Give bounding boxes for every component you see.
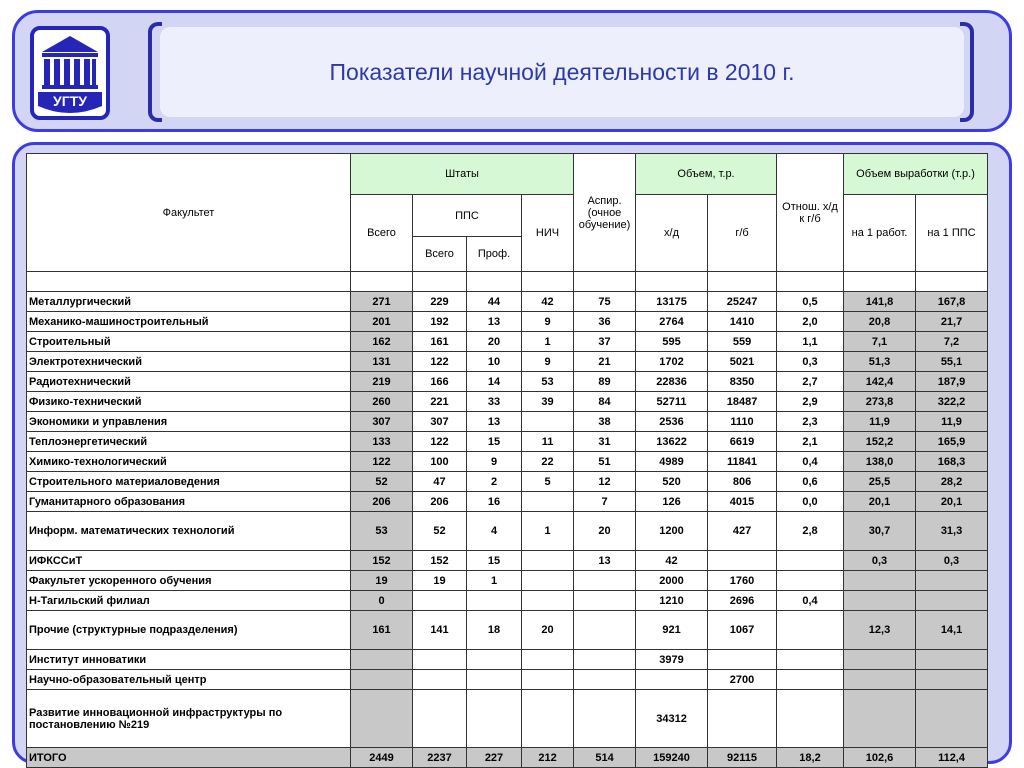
- cell-faculty: Радиотехнический: [27, 372, 351, 392]
- cell-faculty: Информ. математических технологий: [27, 512, 351, 551]
- cell-pps-vsego: 161: [413, 332, 467, 352]
- science-activity-table: [26, 153, 988, 768]
- cell-otnosh: [777, 670, 844, 690]
- cell-vsego: 2449: [351, 748, 413, 768]
- cell-per-worker: 51,3: [844, 352, 916, 372]
- cell-nich: 22: [522, 452, 574, 472]
- cell-per-pps: [916, 650, 988, 670]
- table-row: [27, 571, 988, 591]
- cell-faculty: Институт инноватики: [27, 650, 351, 670]
- cell-pps-prof: [467, 591, 522, 611]
- cell-per-worker: 152,2: [844, 432, 916, 452]
- cell-faculty: Физико-технический: [27, 392, 351, 412]
- cell-vsego: 53: [351, 512, 413, 551]
- cell-pps-prof: 15: [467, 551, 522, 571]
- header-pps-prof: Проф.: [467, 237, 522, 272]
- cell-aspir: [574, 611, 636, 650]
- cell-gb: 25247: [708, 292, 777, 312]
- header-pps: ППС: [413, 195, 522, 237]
- cell-aspir: [574, 591, 636, 611]
- cell-faculty: ИФКССиТ: [27, 551, 351, 571]
- cell-pps-vsego: 141: [413, 611, 467, 650]
- cell-per-worker: 0,3: [844, 551, 916, 571]
- cell-pps-prof: 9: [467, 452, 522, 472]
- cell-nich: [522, 551, 574, 571]
- cell-faculty: Научно-образовательный центр: [27, 670, 351, 690]
- cell-hd: 921: [636, 611, 708, 650]
- header-pps-vsego: Всего: [413, 237, 467, 272]
- cell-otnosh: 2,0: [777, 312, 844, 332]
- cell-aspir: 12: [574, 472, 636, 492]
- cell-per-worker: 7,1: [844, 332, 916, 352]
- cell-otnosh: [777, 571, 844, 591]
- cell-per-pps: 167,8: [916, 292, 988, 312]
- cell-aspir: 51: [574, 452, 636, 472]
- cell-otnosh: 0,0: [777, 492, 844, 512]
- cell-per-pps: 165,9: [916, 432, 988, 452]
- cell-pps-prof: 15: [467, 432, 522, 452]
- header-vyrabotka: Объем выработки (т.р.): [844, 154, 988, 195]
- cell-per-worker: [844, 571, 916, 591]
- cell-gb: 1410: [708, 312, 777, 332]
- header-nich: НИЧ: [522, 195, 574, 272]
- cell-otnosh: [777, 650, 844, 670]
- cell-pps-vsego: 152: [413, 551, 467, 571]
- cell-per-pps: 14,1: [916, 611, 988, 650]
- cell-per-pps: 168,3: [916, 452, 988, 472]
- cell-nich: [522, 690, 574, 748]
- cell-pps-vsego: 221: [413, 392, 467, 412]
- header-gb: г/б: [708, 195, 777, 272]
- cell-pps-vsego: [413, 591, 467, 611]
- cell-hd: 4989: [636, 452, 708, 472]
- cell-pps-vsego: 47: [413, 472, 467, 492]
- cell-pps-vsego: 192: [413, 312, 467, 332]
- cell-pps-prof: 1: [467, 571, 522, 591]
- cell-pps-vsego: [413, 670, 467, 690]
- cell-pps-prof: 13: [467, 412, 522, 432]
- cell-pps-prof: [467, 670, 522, 690]
- cell-vsego: 152: [351, 551, 413, 571]
- cell-per-worker: [844, 690, 916, 748]
- table-row: [27, 551, 988, 571]
- cell-aspir: 514: [574, 748, 636, 768]
- page-title: Показатели научной деятельности в 2010 г.: [329, 58, 795, 85]
- cell-per-worker: 102,6: [844, 748, 916, 768]
- cell-hd: 52711: [636, 392, 708, 412]
- cell-aspir: [574, 571, 636, 591]
- cell-nich: 42: [522, 292, 574, 312]
- cell-faculty: Теплоэнергетический: [27, 432, 351, 452]
- cell-pps-vsego: 206: [413, 492, 467, 512]
- cell-nich: [522, 412, 574, 432]
- cell-pps-prof: 44: [467, 292, 522, 312]
- table-row: [27, 670, 988, 690]
- cell-faculty: ИТОГО: [27, 748, 351, 768]
- cell-hd: 13175: [636, 292, 708, 312]
- cell-otnosh: 0,5: [777, 292, 844, 312]
- cell-aspir: 37: [574, 332, 636, 352]
- cell-pps-prof: 16: [467, 492, 522, 512]
- cell-hd: 2764: [636, 312, 708, 332]
- header-obem: Объем, т.р.: [636, 154, 777, 195]
- cell-nich: 39: [522, 392, 574, 412]
- cell-otnosh: [777, 611, 844, 650]
- cell-otnosh: 0,4: [777, 452, 844, 472]
- cell-aspir: 31: [574, 432, 636, 452]
- cell-per-worker: [844, 670, 916, 690]
- cell-per-pps: [916, 690, 988, 748]
- cell-per-pps: 21,7: [916, 312, 988, 332]
- cell-hd: 3979: [636, 650, 708, 670]
- cell-hd: 595: [636, 332, 708, 352]
- cell-per-pps: 0,3: [916, 551, 988, 571]
- cell-pps-vsego: 229: [413, 292, 467, 312]
- cell-gb: [708, 650, 777, 670]
- cell-aspir: 84: [574, 392, 636, 412]
- cell-faculty: Металлургический: [27, 292, 351, 312]
- cell-hd: 520: [636, 472, 708, 492]
- cell-vsego: 201: [351, 312, 413, 332]
- cell-faculty: Факультет ускоренного обучения: [27, 571, 351, 591]
- cell-faculty: Химико-технологический: [27, 452, 351, 472]
- table-row: [27, 690, 988, 748]
- cell-vsego: [351, 690, 413, 748]
- cell-gb: 1110: [708, 412, 777, 432]
- cell-gb: 559: [708, 332, 777, 352]
- cell-per-worker: 20,1: [844, 492, 916, 512]
- cell-pps-prof: [467, 690, 522, 748]
- table-body: [27, 272, 988, 768]
- cell-vsego: 19: [351, 571, 413, 591]
- header-shtaty: Штаты: [351, 154, 574, 195]
- cell-gb: 18487: [708, 392, 777, 412]
- cell-faculty: Механико-машиностроительный: [27, 312, 351, 332]
- cell-pps-vsego: [413, 690, 467, 748]
- cell-per-pps: 20,1: [916, 492, 988, 512]
- cell-per-worker: 141,8: [844, 292, 916, 312]
- cell-pps-vsego: [413, 650, 467, 670]
- table-row: [27, 611, 988, 650]
- cell-per-worker: 273,8: [844, 392, 916, 412]
- total-row: [27, 748, 988, 768]
- cell-nich: [522, 591, 574, 611]
- cell-otnosh: 2,3: [777, 412, 844, 432]
- cell-vsego: 260: [351, 392, 413, 412]
- header-vsego: Всего: [351, 195, 413, 272]
- cell-gb: 11841: [708, 452, 777, 472]
- table-row: [27, 452, 988, 472]
- cell-pps-prof: [467, 650, 522, 670]
- cell-gb: [708, 551, 777, 571]
- header-otnosh: Отнош. х/д к г/б: [777, 154, 844, 272]
- cell-gb: 427: [708, 512, 777, 551]
- table-row: [27, 292, 988, 312]
- cell-per-pps: 7,2: [916, 332, 988, 352]
- cell-pps-vsego: 19: [413, 571, 467, 591]
- cell-per-pps: 322,2: [916, 392, 988, 412]
- header-per-pps: на 1 ППС: [916, 195, 988, 272]
- cell-per-pps: 187,9: [916, 372, 988, 392]
- cell-per-worker: 142,4: [844, 372, 916, 392]
- cell-per-pps: 31,3: [916, 512, 988, 551]
- cell-faculty: Н-Тагильский филиал: [27, 591, 351, 611]
- cell-pps-prof: 10: [467, 352, 522, 372]
- cell-pps-prof: 13: [467, 312, 522, 332]
- header-per-worker: на 1 работ.: [844, 195, 916, 272]
- header-aspir: Аспир. (очное обучение): [574, 154, 636, 272]
- cell-hd: 1210: [636, 591, 708, 611]
- cell-pps-prof: 20: [467, 332, 522, 352]
- header-faculty: Факультет: [27, 154, 351, 272]
- cell-pps-prof: 2: [467, 472, 522, 492]
- cell-gb: [708, 690, 777, 748]
- cell-nich: [522, 670, 574, 690]
- logo-text: УГТУ: [53, 93, 87, 109]
- cell-hd: 34312: [636, 690, 708, 748]
- cell-per-worker: 11,9: [844, 412, 916, 432]
- cell-per-pps: [916, 670, 988, 690]
- cell-aspir: 89: [574, 372, 636, 392]
- table-row: [27, 372, 988, 392]
- cell-otnosh: 2,1: [777, 432, 844, 452]
- cell-pps-vsego: 52: [413, 512, 467, 551]
- cell-nich: [522, 571, 574, 591]
- cell-otnosh: 2,9: [777, 392, 844, 412]
- table-row: [27, 512, 988, 551]
- cell-aspir: [574, 670, 636, 690]
- cell-vsego: 271: [351, 292, 413, 312]
- cell-gb: 4015: [708, 492, 777, 512]
- cell-aspir: 20: [574, 512, 636, 551]
- cell-nich: [522, 492, 574, 512]
- cell-hd: 1702: [636, 352, 708, 372]
- cell-hd: 22836: [636, 372, 708, 392]
- table-row: [27, 591, 988, 611]
- cell-otnosh: 0,6: [777, 472, 844, 492]
- cell-vsego: [351, 650, 413, 670]
- cell-gb: 2700: [708, 670, 777, 690]
- cell-otnosh: 2,7: [777, 372, 844, 392]
- cell-nich: 9: [522, 352, 574, 372]
- cell-gb: 5021: [708, 352, 777, 372]
- cell-faculty: Строительный: [27, 332, 351, 352]
- cell-vsego: 0: [351, 591, 413, 611]
- cell-aspir: 75: [574, 292, 636, 312]
- cell-pps-vsego: 166: [413, 372, 467, 392]
- cell-nich: [522, 650, 574, 670]
- cell-gb: 1067: [708, 611, 777, 650]
- cell-nich: 1: [522, 512, 574, 551]
- table-row: [27, 432, 988, 452]
- table-row: [27, 352, 988, 372]
- cell-aspir: 21: [574, 352, 636, 372]
- cell-pps-prof: 18: [467, 611, 522, 650]
- table-row: [27, 332, 988, 352]
- cell-pps-prof: 14: [467, 372, 522, 392]
- cell-nich: 5: [522, 472, 574, 492]
- cell-per-pps: 112,4: [916, 748, 988, 768]
- cell-pps-prof: 4: [467, 512, 522, 551]
- cell-aspir: 13: [574, 551, 636, 571]
- spacer-row: [27, 272, 988, 292]
- cell-per-pps: 28,2: [916, 472, 988, 492]
- cell-gb: 6619: [708, 432, 777, 452]
- university-logo: [28, 22, 112, 122]
- cell-nich: 53: [522, 372, 574, 392]
- cell-vsego: [351, 670, 413, 690]
- cell-per-worker: 20,8: [844, 312, 916, 332]
- cell-faculty: Строительного материаловедения: [27, 472, 351, 492]
- cell-hd: 1200: [636, 512, 708, 551]
- cell-faculty: Прочие (структурные подразделения): [27, 611, 351, 650]
- cell-pps-vsego: 122: [413, 432, 467, 452]
- cell-vsego: 131: [351, 352, 413, 372]
- cell-gb: 2696: [708, 591, 777, 611]
- cell-faculty: Экономики и управления: [27, 412, 351, 432]
- cell-hd: 2536: [636, 412, 708, 432]
- cell-otnosh: [777, 690, 844, 748]
- cell-gb: 92115: [708, 748, 777, 768]
- table-row: [27, 392, 988, 412]
- cell-aspir: 36: [574, 312, 636, 332]
- cell-per-worker: [844, 650, 916, 670]
- cell-aspir: [574, 690, 636, 748]
- cell-vsego: 219: [351, 372, 413, 392]
- cell-vsego: 162: [351, 332, 413, 352]
- cell-pps-vsego: 100: [413, 452, 467, 472]
- cell-faculty: Электротехнический: [27, 352, 351, 372]
- cell-hd: [636, 670, 708, 690]
- cell-nich: 1: [522, 332, 574, 352]
- cell-pps-prof: 227: [467, 748, 522, 768]
- cell-hd: 159240: [636, 748, 708, 768]
- cell-hd: 126: [636, 492, 708, 512]
- cell-per-worker: 12,3: [844, 611, 916, 650]
- cell-nich: 20: [522, 611, 574, 650]
- cell-aspir: 7: [574, 492, 636, 512]
- table-row: [27, 472, 988, 492]
- cell-hd: 2000: [636, 571, 708, 591]
- cell-nich: 11: [522, 432, 574, 452]
- cell-vsego: 307: [351, 412, 413, 432]
- table-row: [27, 412, 988, 432]
- cell-per-pps: [916, 571, 988, 591]
- cell-otnosh: 18,2: [777, 748, 844, 768]
- cell-per-pps: [916, 591, 988, 611]
- cell-per-worker: 138,0: [844, 452, 916, 472]
- cell-hd: 13622: [636, 432, 708, 452]
- table-row: [27, 650, 988, 670]
- cell-pps-vsego: 2237: [413, 748, 467, 768]
- cell-otnosh: 1,1: [777, 332, 844, 352]
- cell-otnosh: 0,3: [777, 352, 844, 372]
- cell-vsego: 206: [351, 492, 413, 512]
- cell-gb: 1760: [708, 571, 777, 591]
- cell-pps-vsego: 307: [413, 412, 467, 432]
- cell-per-worker: 25,5: [844, 472, 916, 492]
- table-row: [27, 312, 988, 332]
- header-hd: х/д: [636, 195, 708, 272]
- cell-gb: 8350: [708, 372, 777, 392]
- cell-vsego: 133: [351, 432, 413, 452]
- cell-hd: 42: [636, 551, 708, 571]
- cell-pps-prof: 33: [467, 392, 522, 412]
- cell-faculty: Развитие инновационной инфраструктуры по постановлению №219: [27, 690, 351, 748]
- cell-nich: 212: [522, 748, 574, 768]
- cell-per-worker: [844, 591, 916, 611]
- cell-faculty: Гуманитарного образования: [27, 492, 351, 512]
- cell-pps-vsego: 122: [413, 352, 467, 372]
- cell-aspir: [574, 650, 636, 670]
- cell-gb: 806: [708, 472, 777, 492]
- cell-per-worker: 30,7: [844, 512, 916, 551]
- title-panel: [160, 27, 964, 117]
- cell-per-pps: 11,9: [916, 412, 988, 432]
- cell-per-pps: 55,1: [916, 352, 988, 372]
- table-row: [27, 492, 988, 512]
- cell-aspir: 38: [574, 412, 636, 432]
- cell-vsego: 122: [351, 452, 413, 472]
- cell-otnosh: 0,4: [777, 591, 844, 611]
- cell-nich: 9: [522, 312, 574, 332]
- cell-vsego: 161: [351, 611, 413, 650]
- cell-otnosh: [777, 551, 844, 571]
- cell-otnosh: 2,8: [777, 512, 844, 551]
- cell-vsego: 52: [351, 472, 413, 492]
